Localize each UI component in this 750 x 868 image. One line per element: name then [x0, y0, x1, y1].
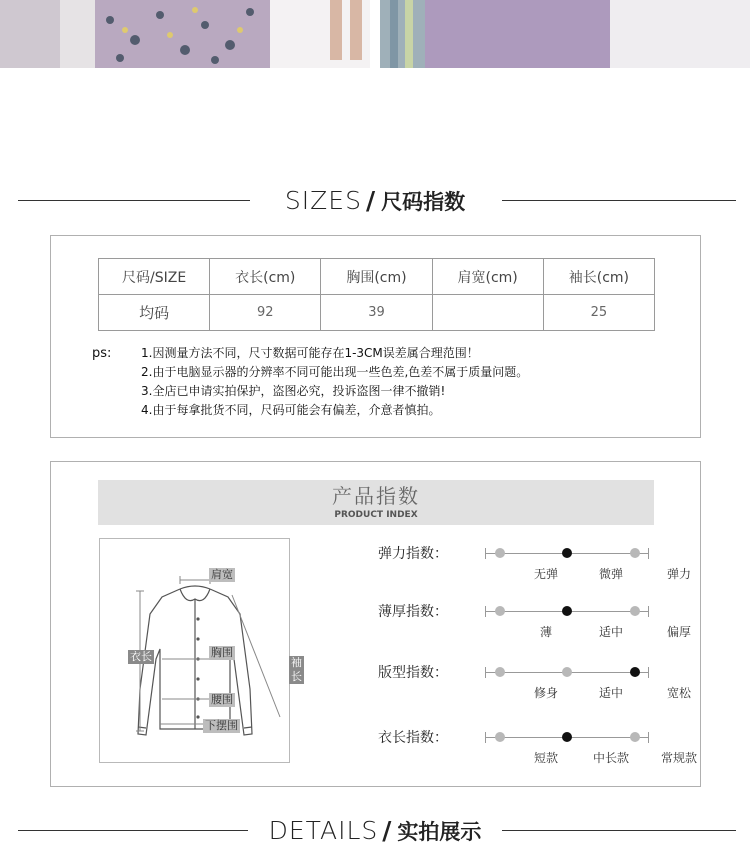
- diagram-label-shoulder: 肩宽: [211, 568, 233, 581]
- sizes-title-sep: /: [365, 186, 376, 215]
- product-photo-strip: [0, 0, 750, 68]
- notes-prefix: ps:: [92, 346, 112, 361]
- index-name: 弹力指数：: [378, 546, 448, 562]
- photo-left-graphic: [0, 0, 370, 68]
- size-table-cell: 25: [543, 295, 654, 331]
- fit-index-row: [378, 662, 691, 702]
- index-option-label: 无弹: [533, 567, 558, 581]
- index-option-label: 常规款: [660, 751, 697, 765]
- note-item: 1.因测量方法不同，尺寸数据可能存在1-3CM误差属合理范围！: [141, 346, 479, 360]
- index-option-label: 微弹: [598, 567, 623, 581]
- index-option-dot: [562, 548, 572, 558]
- diagram-label-sleeve: 袖长: [291, 656, 302, 683]
- index-option-label: 弹力: [666, 567, 691, 581]
- index-option-dot: [495, 606, 505, 616]
- sizes-section-heading: [0, 181, 750, 221]
- size-table-header: 袖长(cm): [543, 259, 654, 295]
- index-option-dot: [495, 548, 505, 558]
- scale-tick: [485, 548, 486, 559]
- size-table-header: 胸围(cm): [321, 259, 432, 295]
- note-item: 3.全店已申请实拍保护，盗图必究，投诉盗图一律不撤销!: [141, 384, 446, 398]
- notes-list: [141, 344, 528, 420]
- index-name: 薄厚指数：: [378, 604, 448, 620]
- size-table-cell: 39: [321, 295, 432, 331]
- scale-tick: [485, 606, 486, 617]
- scale-tick: [648, 548, 649, 559]
- index-option-dot: [630, 667, 640, 677]
- index-option-label: 适中: [598, 625, 623, 639]
- index-option-label: 中长款: [592, 751, 629, 765]
- size-table-cell: [432, 295, 543, 331]
- diagram-label-waist: 腰围: [211, 693, 233, 706]
- index-option-dot: [562, 732, 572, 742]
- size-table-header-row: [99, 259, 655, 295]
- diagram-label-hem: 下摆围: [205, 719, 238, 732]
- index-scale: [485, 611, 649, 612]
- size-table-cell: 92: [210, 295, 321, 331]
- product-photo-left: [0, 0, 370, 68]
- index-option-dot: [630, 606, 640, 616]
- details-title-sep: /: [382, 816, 392, 845]
- photo-right-graphic: [380, 0, 750, 68]
- index-option-dot: [562, 667, 572, 677]
- index-option-label: 薄: [539, 625, 552, 639]
- size-info-panel: [50, 235, 701, 438]
- product-photo-right: [380, 0, 750, 68]
- index-option-label: 偏厚: [666, 625, 691, 639]
- details-heading-text: [0, 811, 750, 852]
- details-title-cn: 实拍展示: [397, 820, 482, 844]
- sizes-title-en: SIZES: [284, 186, 362, 215]
- product-index-banner: [98, 480, 654, 525]
- diagram-label-chest: 胸围: [211, 646, 233, 659]
- size-table: [98, 258, 655, 331]
- index-name: 衣长指数：: [378, 730, 448, 746]
- scale-tick: [648, 667, 649, 678]
- index-option-label: 适中: [598, 686, 623, 700]
- scale-tick: [648, 732, 649, 743]
- elasticity-index-row: [378, 543, 691, 583]
- note-item: 4.由于每拿批货不同，尺码可能会有偏差，介意者慎拍。: [141, 403, 441, 417]
- sizes-heading-text: [0, 181, 750, 222]
- scale-tick: [485, 667, 486, 678]
- index-option-dot: [495, 732, 505, 742]
- index-option-dot: [562, 606, 572, 616]
- index-option-label: 宽松: [666, 686, 691, 700]
- garment-measurement-diagram: [99, 538, 302, 763]
- product-index-panel: [50, 461, 701, 787]
- product-index-title-en: PRODUCT INDEX: [334, 510, 418, 520]
- index-option-label: 修身: [533, 686, 558, 700]
- scale-tick: [648, 606, 649, 617]
- size-table-header: 尺码/SIZE: [99, 259, 210, 295]
- index-scale: [485, 737, 649, 738]
- size-table-header: 肩宽(cm): [432, 259, 543, 295]
- index-option-dot: [630, 548, 640, 558]
- index-scale: [485, 553, 649, 554]
- size-table-header: 衣长(cm): [210, 259, 321, 295]
- note-item: 2.由于电脑显示器的分辨率不同可能出现一些色差,色差不属于质量问题。: [141, 365, 529, 379]
- details-title-en: DETAILS: [268, 816, 379, 845]
- size-table-row: [99, 295, 655, 331]
- index-name: 版型指数：: [378, 665, 448, 681]
- length-index-row: [378, 727, 697, 767]
- diagram-label-length: 衣长: [130, 650, 152, 663]
- index-option-dot: [630, 732, 640, 742]
- thickness-index-row: [378, 601, 691, 641]
- index-option-dot: [495, 667, 505, 677]
- details-section-heading: [0, 811, 750, 851]
- index-option-label: 短款: [533, 751, 558, 765]
- index-scale: [485, 672, 649, 673]
- size-table-cell: 均码: [99, 295, 210, 331]
- product-index-title-cn: 产品指数: [332, 484, 420, 508]
- scale-tick: [485, 732, 486, 743]
- sizes-title-cn: 尺码指数: [381, 190, 466, 214]
